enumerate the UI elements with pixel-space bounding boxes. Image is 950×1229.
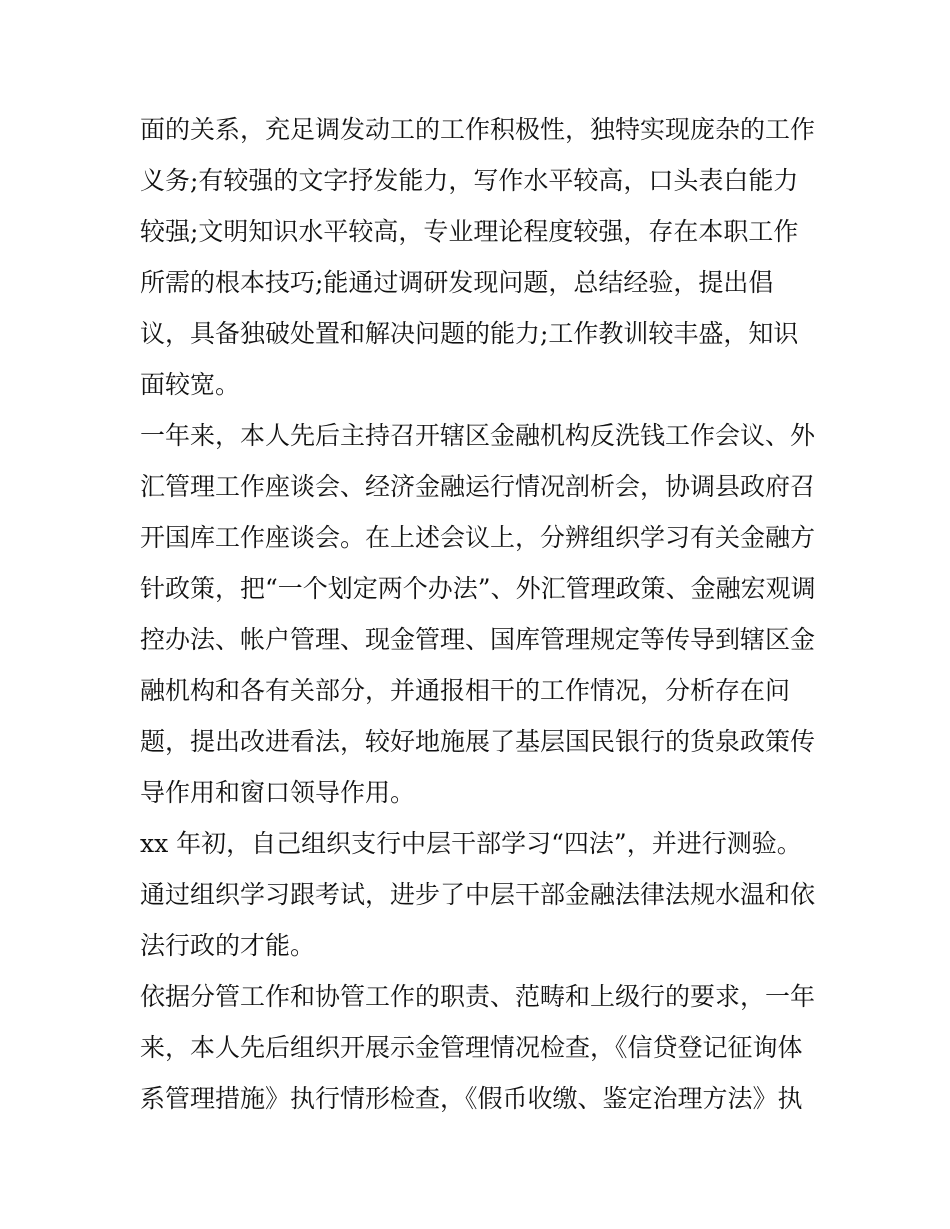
text-line: 开国库工作座谈会。在上述会议上，分辨组织学习有关金融方 — [140, 523, 816, 552]
text-line: 控办法、帐户管理、现金管理、国库管理规定等传导到辖区金 — [140, 625, 816, 654]
text-line: 依据分管工作和协管工作的职责、范畴和上级行的要求，一年 — [140, 982, 816, 1011]
text-line: 融机构和各有关部分，并通报相干的工作情况，分析存在问 — [140, 676, 791, 705]
text-line: 议，具备独破处置和解决问题的能力;工作教训较丰盛，知识 — [140, 319, 799, 348]
text-line: 一年来，本人先后主持召开辖区金融机构反洗钱工作会议、外 — [140, 421, 816, 450]
text-line: 来，本人先后组织开展示金管理情况检查，《信贷登记征询体 — [140, 1033, 803, 1062]
text-line: 义务;有较强的文字抒发能力，写作水平较高，口头表白能力 — [140, 166, 799, 195]
text-line: xx 年初，自己组织支行中层干部学习“四法”，并进行测验。 — [140, 829, 802, 858]
text-line: 较强;文明知识水平较高，专业理论程度较强，存在本职工作 — [140, 217, 799, 246]
text-line: 所需的根本技巧;能通过调研发现问题，总结经验，提出倡 — [140, 268, 774, 297]
text-line: 导作用和窗口领导作用。 — [140, 778, 416, 807]
text-line: 针政策，把“一个划定两个办法”、外汇管理政策、金融宏观调 — [140, 574, 816, 603]
text-line: 系管理措施》执行情形检查，《假币收缴、鉴定治理方法》执 — [140, 1084, 803, 1113]
text-line: 汇管理工作座谈会、经济金融运行情况剖析会，协调县政府召 — [140, 472, 816, 501]
document-body — [140, 104, 820, 1124]
text-line: 通过组织学习跟考试，进步了中层干部金融法律法规水温和依 — [140, 880, 816, 909]
text-line: 题，提出改进看法，较好地施展了基层国民银行的货泉政策传 — [140, 727, 816, 756]
text-line: 面较宽。 — [140, 370, 241, 399]
text-line: 法行政的才能。 — [140, 931, 316, 960]
text-line: 面的关系，充足调发动工的工作积极性，独特实现庞杂的工作 — [140, 115, 816, 144]
